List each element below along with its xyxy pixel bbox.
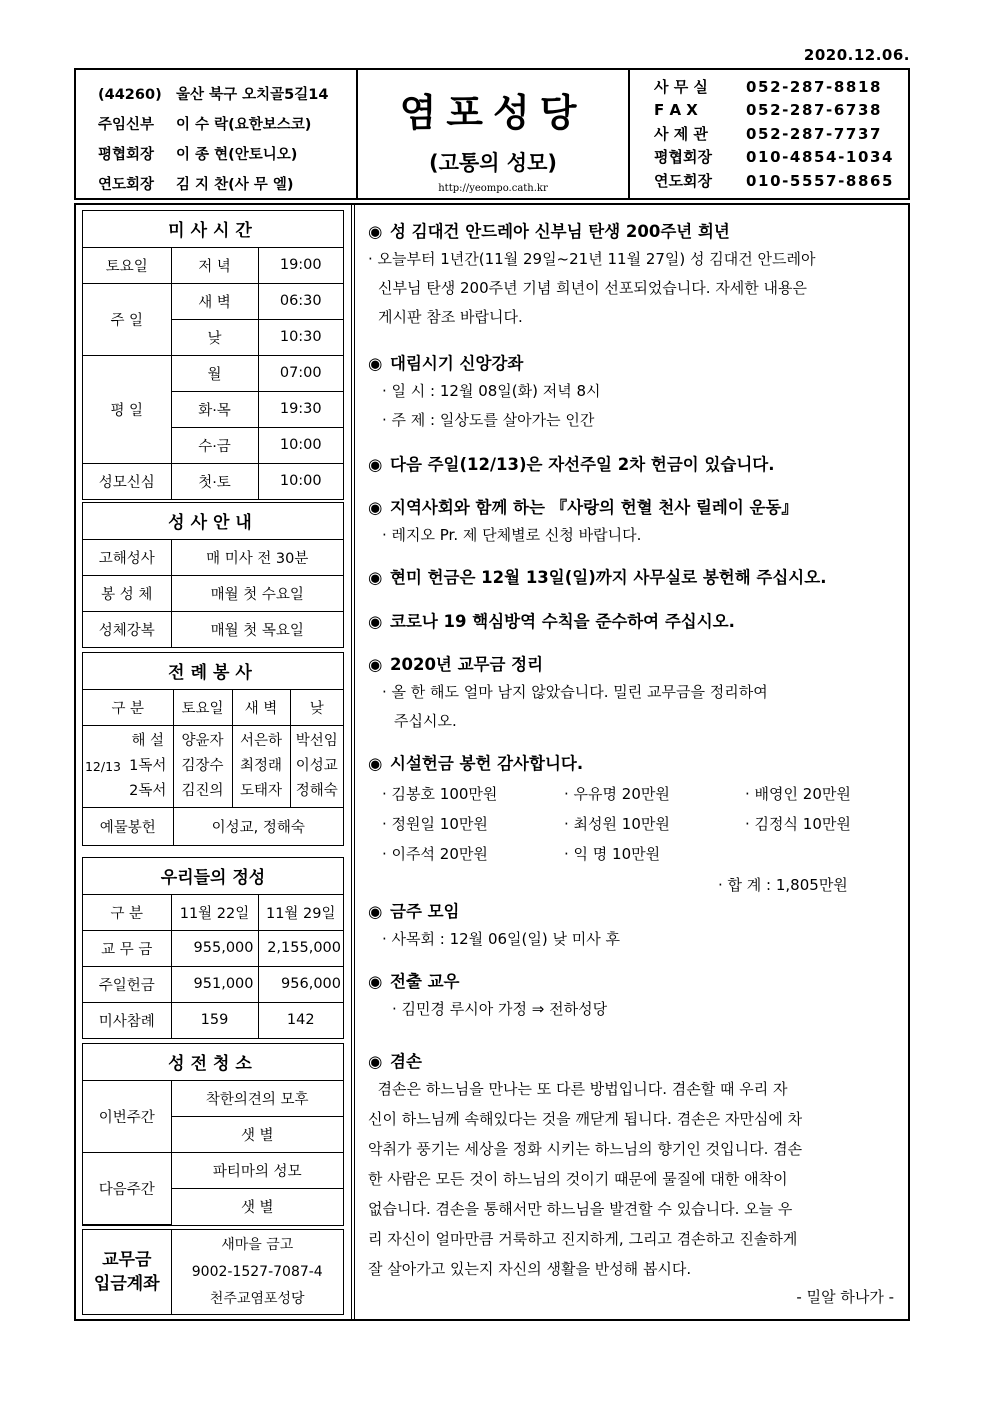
mass-name: 화·목 bbox=[171, 391, 258, 427]
reflection-line: 한 사람은 모든 것이 하느님의 것이기 때문에 물질에 대한 애착이 bbox=[368, 1170, 788, 1188]
offering-value: 이성교, 정해숙 bbox=[173, 807, 343, 845]
finance-value: 955,000 bbox=[171, 930, 258, 966]
notice-title: 지역사회와 함께 하는 『사랑의 헌혈 천사 릴레이 운동』 bbox=[390, 498, 798, 517]
mass-time: 19:30 bbox=[258, 391, 343, 427]
bullet-icon: ◉ bbox=[368, 222, 383, 241]
liturgy-col-header: 새 벽 bbox=[232, 689, 290, 725]
contact-label: 평협회장 bbox=[654, 148, 712, 167]
parish-subtitle: (고통의 성모) bbox=[429, 151, 557, 175]
bulletin-date: 2020.12.06. bbox=[803, 46, 910, 64]
mass-name: 낮 bbox=[171, 319, 258, 355]
notice-title: 금주 모임 bbox=[390, 902, 460, 921]
mass-name: 월 bbox=[171, 355, 258, 391]
youth-name: 김 지 찬(사 무 엘) bbox=[176, 177, 294, 193]
bullet-icon: ◉ bbox=[368, 498, 383, 517]
notice-line: · 사목회 : 12월 06일(일) 낮 미사 후 bbox=[382, 930, 620, 948]
address-row bbox=[98, 80, 356, 110]
notice-line: · 레지오 Pr. 제 단체별로 신청 바랍니다. bbox=[382, 526, 642, 544]
liturgy-title: 전례봉사 bbox=[83, 653, 343, 689]
mass-day-label: 평 일 bbox=[83, 355, 171, 463]
server-name: 김장수 bbox=[181, 757, 224, 774]
contact-list bbox=[630, 70, 910, 198]
notice-meeting bbox=[368, 898, 900, 949]
sacrament-value: 매 미사 전 30분 bbox=[171, 539, 343, 575]
finance-col-header: 11월 29일 bbox=[258, 894, 343, 930]
contact-row bbox=[654, 170, 910, 193]
finance-value: 159 bbox=[171, 1002, 258, 1038]
notice-contribution bbox=[368, 651, 900, 731]
contact-row bbox=[654, 76, 910, 99]
notice-title: 대림시기 신앙강좌 bbox=[390, 354, 524, 373]
server-name: 도태자 bbox=[239, 782, 283, 799]
parish-title-block bbox=[358, 70, 630, 198]
mass-time: 10:00 bbox=[258, 463, 343, 499]
pastor-label: 주임신부 bbox=[98, 117, 155, 133]
bullet-icon: ◉ bbox=[368, 354, 383, 373]
cleaning-group: 샛 별 bbox=[171, 1116, 343, 1152]
mass-time: 06:30 bbox=[258, 283, 343, 319]
finance-col-header: 11월 22일 bbox=[171, 894, 258, 930]
mass-time: 10:00 bbox=[258, 427, 343, 463]
contact-row bbox=[654, 99, 910, 122]
mass-day-label: 성모신심 bbox=[83, 463, 171, 499]
sacrament-box bbox=[82, 502, 344, 648]
liturgy-col-header: 토요일 bbox=[173, 689, 232, 725]
notice-line: 신부님 탄생 200주년 기념 희년이 선포되었습니다. 자세한 내용은 bbox=[378, 279, 808, 297]
notice-title: 현미 헌금은 12월 13일(일)까지 사무실로 봉헌해 주십시오. bbox=[390, 568, 827, 587]
notice-humility bbox=[368, 1048, 900, 1307]
bullet-icon: ◉ bbox=[368, 655, 383, 674]
notice-title: 코로나 19 핵심방역 수칙을 준수하여 주십시오. bbox=[390, 612, 735, 631]
notice-line: · 오늘부터 1년간(11월 29일~21년 11월 27일) 성 김대건 안드레아 bbox=[368, 250, 816, 268]
role-label: 1독서 bbox=[129, 757, 167, 774]
account-details bbox=[171, 1230, 343, 1314]
donor-entry: · 김봉호 100만원 bbox=[382, 785, 498, 803]
notice-title: 시설헌금 봉헌 감사합니다. bbox=[390, 754, 584, 773]
account-label-line: 교무금 bbox=[102, 1250, 152, 1270]
reflection-line: 없습니다. 겸손을 통해서만 하느님을 발견할 수 있습니다. 오늘 우 bbox=[368, 1200, 793, 1218]
council-row bbox=[98, 140, 356, 170]
mass-times-box bbox=[82, 210, 344, 500]
parish-url[interactable]: http://yeompo.cath.kr bbox=[438, 183, 548, 194]
notice-title: 다음 주일(12/13)은 자선주일 2차 헌금이 있습니다. bbox=[390, 455, 775, 474]
cleaning-week-label: 이번주간 bbox=[83, 1080, 171, 1152]
finance-value: 2,155,000 bbox=[258, 930, 343, 966]
notice-title: 성 김대건 안드레아 신부님 탄생 200주년 희년 bbox=[390, 222, 730, 241]
mass-name: 첫·토 bbox=[171, 463, 258, 499]
notice-line: 게시판 참조 바랍니다. bbox=[378, 308, 523, 326]
bullet-icon: ◉ bbox=[368, 902, 383, 921]
reflection-signature: - 밀알 하나가 - bbox=[796, 1288, 894, 1306]
sacrament-value: 매월 첫 목요일 bbox=[171, 611, 343, 647]
pastor-name: 이 수 락(요한보스코) bbox=[176, 117, 312, 133]
role-label: 2독서 bbox=[129, 782, 167, 799]
notice-line: · 김민경 루시아 가정 ⇒ 전하성당 bbox=[392, 1000, 608, 1018]
finance-label: 교 무 금 bbox=[83, 930, 171, 966]
contact-number: 052-287-6738 bbox=[746, 101, 883, 120]
notice-rice-offering bbox=[368, 564, 900, 588]
donor-entry: · 최성원 10만원 bbox=[564, 815, 670, 833]
council-label: 평협회장 bbox=[98, 147, 155, 163]
liturgy-date: 12/13 bbox=[83, 725, 123, 807]
liturgy-box bbox=[82, 652, 344, 846]
day-servers bbox=[290, 725, 343, 807]
mass-time: 07:00 bbox=[258, 355, 343, 391]
mass-day-label: 주 일 bbox=[83, 283, 171, 355]
contact-label: F A X bbox=[654, 101, 698, 120]
mass-time: 19:00 bbox=[258, 247, 343, 283]
finance-col-header: 구 분 bbox=[83, 894, 171, 930]
finance-label: 주일헌금 bbox=[83, 966, 171, 1002]
finance-box bbox=[82, 857, 344, 1039]
donor-entry: · 배영인 20만원 bbox=[745, 785, 851, 803]
account-label-line: 입금계좌 bbox=[93, 1274, 160, 1294]
liturgy-roles bbox=[123, 725, 173, 807]
bulletin-body bbox=[74, 203, 910, 1321]
contact-label: 사 무 실 bbox=[654, 78, 708, 96]
notice-facility-donation bbox=[368, 750, 900, 894]
sacrament-value: 매월 첫 수요일 bbox=[171, 575, 343, 611]
dawn-servers bbox=[232, 725, 290, 807]
notice-line: 주십시오. bbox=[394, 712, 457, 730]
column-divider bbox=[351, 205, 355, 1319]
cleaning-group: 착한의견의 모후 bbox=[171, 1080, 343, 1116]
mass-day-label: 토요일 bbox=[83, 247, 171, 283]
donor-entry: · 이주석 20만원 bbox=[382, 845, 488, 863]
bulletin-header bbox=[74, 68, 910, 200]
notice-title: 2020년 교무금 정리 bbox=[390, 655, 544, 674]
finance-value: 951,000 bbox=[171, 966, 258, 1002]
donor-entry: · 익 명 10만원 bbox=[564, 845, 661, 863]
notice-line: · 일 시 : 12월 08일(화) 저녁 8시 bbox=[382, 382, 601, 400]
reflection-line: 잘 살아가고 있는지 자신의 생활을 반성해 봅시다. bbox=[368, 1260, 692, 1278]
server-name: 김진의 bbox=[181, 782, 224, 799]
reflection-text bbox=[368, 1074, 900, 1284]
donation-total: · 합 계 : 1,805만원 bbox=[718, 876, 848, 894]
finance-value: 142 bbox=[258, 1002, 343, 1038]
contact-row bbox=[654, 123, 910, 146]
liturgy-col-header: 낮 bbox=[290, 689, 343, 725]
mass-name: 수·금 bbox=[171, 427, 258, 463]
reflection-line: 신이 하느님께 속해있다는 것을 깨닫게 됩니다. 겸손은 자만심에 차 bbox=[368, 1110, 803, 1128]
server-name: 이성교 bbox=[295, 757, 338, 774]
cleaning-week-label: 다음주간 bbox=[83, 1152, 171, 1224]
offering-label: 예물봉헌 bbox=[83, 807, 173, 845]
server-name: 최정래 bbox=[239, 757, 283, 774]
bullet-icon: ◉ bbox=[368, 455, 383, 474]
youth-label: 연도회장 bbox=[98, 177, 155, 193]
bullet-icon: ◉ bbox=[368, 1052, 383, 1071]
notice-charity-sunday bbox=[368, 451, 900, 475]
server-name: 박선임 bbox=[295, 732, 338, 749]
reflection-line: 리 자신이 얼마만큼 거룩하고 진지하게, 그리고 겸손하고 진솔하게 bbox=[368, 1230, 798, 1248]
contact-label: 연도회장 bbox=[654, 171, 712, 190]
finance-value: 956,000 bbox=[258, 966, 343, 1002]
role-label: 해 설 bbox=[131, 732, 165, 749]
pastor-row bbox=[98, 110, 356, 140]
bank-name: 새마을 금고 bbox=[221, 1236, 294, 1253]
sacrament-label: 봉 성 체 bbox=[83, 575, 171, 611]
contact-number: 052-287-8818 bbox=[746, 78, 883, 96]
saturday-servers bbox=[173, 725, 232, 807]
notice-line: · 올 한 해도 얼마 남지 않았습니다. 밀린 교무금을 정리하여 bbox=[382, 683, 768, 701]
contact-number: 010-5557-8865 bbox=[746, 171, 895, 190]
notice-title: 겸손 bbox=[390, 1052, 422, 1071]
sacrament-label: 성체강복 bbox=[83, 611, 171, 647]
notice-advent-lecture bbox=[368, 350, 900, 430]
server-name: 서은하 bbox=[239, 732, 283, 749]
contact-label: 사 제 관 bbox=[654, 124, 708, 143]
notice-covid bbox=[368, 608, 900, 632]
account-box bbox=[82, 1229, 344, 1315]
sacrament-label: 고해성사 bbox=[83, 539, 171, 575]
parish-title: 염포성당 bbox=[399, 91, 587, 135]
bullet-icon: ◉ bbox=[368, 568, 383, 587]
donor-entry: · 김정식 10만원 bbox=[745, 815, 851, 833]
cleaning-group: 파티마의 성모 bbox=[171, 1152, 343, 1188]
notice-blood-donation bbox=[368, 494, 900, 545]
bullet-icon: ◉ bbox=[368, 972, 383, 991]
mass-name: 저 녁 bbox=[171, 247, 258, 283]
donor-entry: · 정원일 10만원 bbox=[382, 815, 488, 833]
mass-times-title: 미사시간 bbox=[83, 211, 343, 247]
notice-title: 전출 교우 bbox=[390, 972, 460, 991]
server-name: 양윤자 bbox=[181, 732, 224, 749]
contact-row bbox=[654, 146, 910, 169]
liturgy-col-header: 구 분 bbox=[83, 689, 173, 725]
cleaning-box bbox=[82, 1043, 344, 1226]
donor-entry: · 우유명 20만원 bbox=[564, 785, 670, 803]
notice-jubilee bbox=[368, 218, 900, 327]
mass-name: 새 벽 bbox=[171, 283, 258, 319]
reflection-line: 악취가 풍기는 세상을 정화 시키는 하느님의 향기인 것입니다. 겸손 bbox=[368, 1140, 803, 1158]
bullet-icon: ◉ bbox=[368, 754, 383, 773]
contact-number: 010-4854-1034 bbox=[746, 148, 895, 167]
reflection-line: 겸손은 하느님을 만나는 또 다른 방법입니다. 겸손할 때 우리 자 bbox=[368, 1080, 788, 1098]
bullet-icon: ◉ bbox=[368, 612, 383, 631]
mass-time: 10:30 bbox=[258, 319, 343, 355]
sacrament-title: 성사안내 bbox=[83, 503, 343, 539]
account-holder: 천주교염포성당 bbox=[209, 1290, 305, 1307]
notice-line: · 주 제 : 일상도를 살아가는 인간 bbox=[382, 411, 595, 429]
finance-label: 미사참례 bbox=[83, 1002, 171, 1038]
contact-number: 052-287-7737 bbox=[746, 124, 883, 143]
finance-title: 우리들의 정성 bbox=[83, 858, 343, 894]
council-name: 이 종 현(안토니오) bbox=[176, 147, 298, 163]
youth-row bbox=[98, 170, 356, 200]
notice-transfer bbox=[368, 968, 900, 1019]
server-name: 정해숙 bbox=[295, 782, 338, 799]
account-label bbox=[83, 1230, 171, 1314]
cleaning-title: 성전청소 bbox=[83, 1044, 343, 1080]
parish-info bbox=[76, 70, 358, 198]
postal-code: (44260) bbox=[98, 87, 162, 103]
address-text: 울산 북구 오치골5길14 bbox=[176, 87, 329, 103]
account-number: 9002-1527-7087-4 bbox=[191, 1263, 323, 1280]
cleaning-group: 샛 별 bbox=[171, 1188, 343, 1224]
